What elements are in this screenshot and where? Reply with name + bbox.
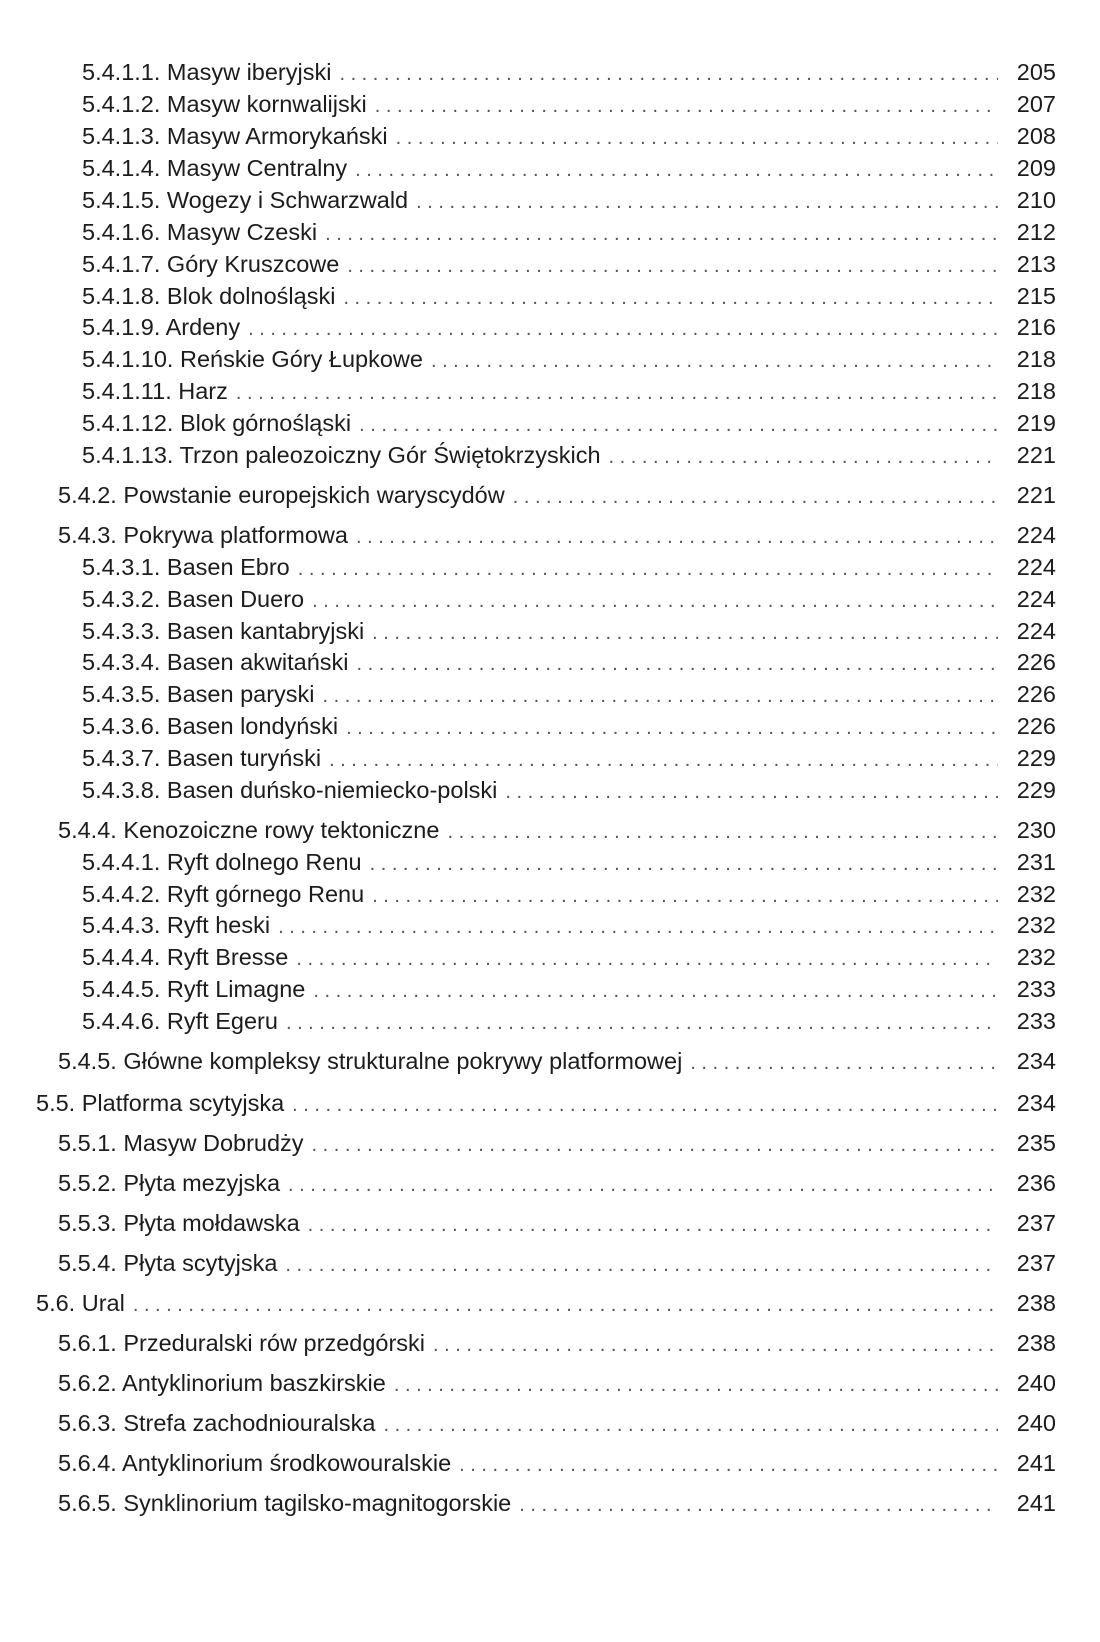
toc-entry [82,975,1100,1005]
toc-entry-page-number: 212 [1016,219,1056,245]
toc-entry [82,648,1100,678]
toc-entry [82,1007,1100,1037]
toc-entry-page-number: 207 [1016,91,1056,117]
toc-entry [82,58,1100,88]
toc-entry-title: 5.4.4.6. Ryft Egeru [82,1008,278,1034]
toc-entry [82,617,1100,647]
dot-leader [355,156,998,184]
toc-entry-title: 5.4.3.6. Basen londyński [82,713,339,739]
toc-entry-title: 5.4.3.3. Basen kantabryjski [82,618,365,644]
toc-entry-title: 5.4.3.1. Basen Ebro [82,554,290,580]
toc-entry-page-number: 232 [1016,912,1056,938]
toc-entry [58,521,1100,551]
toc-entry [82,441,1100,471]
toc-entry [58,1249,1100,1279]
dot-leader [356,523,998,551]
toc-entry-page-number: 233 [1016,976,1056,1002]
dot-leader [248,315,998,343]
toc-entry [82,250,1100,280]
toc-entry-title: 5.6.2. Antyklinorium baszkirskie [58,1370,386,1396]
toc-entry-title: 5.4.1.3. Masyw Armorykański [82,123,388,149]
toc-entry-page-number: 224 [1016,586,1056,612]
toc-entry-page-number: 219 [1016,410,1056,436]
toc-entry-page-number: 236 [1016,1170,1056,1196]
toc-entry-page-number: 224 [1016,554,1056,580]
dot-leader [372,882,998,910]
toc-entry-title: 5.4.1.7. Góry Kruszcowe [82,251,340,277]
toc-entry-title: 5.4.3.5. Basen paryski [82,681,315,707]
toc-entry [36,1289,1100,1319]
toc-entry-title: 5.6.1. Przeduralski rów przedgórski [58,1330,426,1356]
toc-entry [82,313,1100,343]
toc-entry-page-number: 224 [1016,618,1056,644]
toc-entry [58,1449,1100,1479]
toc-entry-title: 5.4.4.2. Ryft górnego Renu [82,881,365,907]
dot-leader [375,92,998,120]
toc-entry-page-number: 234 [1016,1090,1056,1116]
toc-entry-title: 5.5.2. Płyta mezyjska [58,1170,281,1196]
dot-leader [459,1451,998,1479]
dot-leader [431,347,998,375]
toc-entry-page-number: 209 [1016,155,1056,181]
dot-leader [396,124,998,152]
toc-entry [82,218,1100,248]
dot-leader [433,1331,998,1359]
toc-entry-title: 5.4.4. Kenozoiczne rowy tektoniczne [58,817,440,843]
toc-entry [58,1329,1100,1359]
toc-entry [82,744,1100,774]
toc-entry [58,1047,1100,1077]
dot-leader [298,555,998,583]
toc-entry-page-number: 231 [1016,849,1056,875]
toc-entry-page-number: 238 [1016,1330,1056,1356]
toc-entry [58,816,1100,846]
toc-entry-page-number: 218 [1016,346,1056,372]
toc-entry-page-number: 234 [1016,1048,1056,1074]
dot-leader [383,1411,998,1439]
dot-leader [312,1131,998,1159]
toc-entry-title: 5.4.1.5. Wogezy i Schwarzwald [82,187,409,213]
toc-entry-page-number: 215 [1016,283,1056,309]
toc-entry-title: 5.4.4.5. Ryft Limagne [82,976,306,1002]
dot-leader [359,411,998,439]
toc-entry-title: 5.4.1.2. Masyw kornwalijski [82,91,367,117]
toc-entry-title: 5.6.3. Strefa zachodniouralska [58,1410,376,1436]
toc-entry [58,1489,1100,1519]
toc-entry [58,1209,1100,1239]
toc-entry-page-number: 226 [1016,681,1056,707]
dot-leader [513,483,998,511]
toc-entry-title: 5.4.1.6. Masyw Czeski [82,219,318,245]
dot-leader [447,818,998,846]
toc-entry-page-number: 218 [1016,378,1056,404]
toc-entry-title: 5.4.3.8. Basen duńsko-niemiecko-polski [82,777,498,803]
dot-leader [236,379,998,407]
toc-entry-title: 5.5.3. Płyta mołdawska [58,1210,300,1236]
toc-entry [82,880,1100,910]
dot-leader [339,60,998,88]
toc-entry-title: 5.4.3.4. Basen akwitański [82,649,349,675]
dot-leader [313,977,998,1005]
toc-entry [82,585,1100,615]
toc-entry-page-number: 213 [1016,251,1056,277]
dot-leader [394,1371,998,1399]
toc-entry-title: 5.4.1.12. Blok górnośląski [82,410,352,436]
dot-leader [133,1291,998,1319]
toc-entry-title: 5.5.4. Płyta scytyjska [58,1250,278,1276]
toc-entry-title: 5.4.1.11. Harz [82,378,228,404]
toc-entry-page-number: 240 [1016,1410,1056,1436]
toc-entry [82,680,1100,710]
dot-leader [357,650,999,678]
toc-entry [82,776,1100,806]
dot-leader [278,913,998,941]
toc-entry [82,154,1100,184]
toc-entry-page-number: 226 [1016,649,1056,675]
toc-entry-page-number: 230 [1016,817,1056,843]
toc-entry [82,345,1100,375]
toc-entry-page-number: 232 [1016,944,1056,970]
dot-leader [370,850,998,878]
toc-entry-title: 5.4.5. Główne kompleksy strukturalne pokrywy platformowej [58,1048,683,1074]
toc-entry [58,1169,1100,1199]
toc-entry-page-number: 229 [1016,777,1056,803]
toc-entry-page-number: 208 [1016,123,1056,149]
toc-entry [82,377,1100,407]
dot-leader [286,1009,998,1037]
toc-entry-page-number: 240 [1016,1370,1056,1396]
dot-leader [609,443,998,471]
dot-leader [343,284,998,312]
toc-entry-page-number: 210 [1016,187,1056,213]
toc-entry [82,848,1100,878]
toc-entry [36,1089,1100,1119]
toc-entry-title: 5.4.4.3. Ryft heski [82,912,271,938]
dot-leader [308,1211,998,1239]
toc-entry-page-number: 237 [1016,1210,1056,1236]
dot-leader [323,682,998,710]
dot-leader [285,1251,998,1279]
toc-entry-page-number: 232 [1016,881,1056,907]
dot-leader [347,252,998,280]
toc-entry-page-number: 235 [1016,1130,1056,1156]
toc-entry-page-number: 216 [1016,314,1056,340]
toc-entry [82,282,1100,312]
toc-entry-title: 5.5.1. Masyw Dobrudży [58,1130,304,1156]
toc-entry-title: 5.4.1.13. Trzon paleozoiczny Gór Świętokrzyskich [82,442,601,468]
toc-entry [82,409,1100,439]
dot-leader [505,778,998,806]
toc-entry-title: 5.4.2. Powstanie europejskich waryscydów [58,482,505,508]
toc-entry [58,1409,1100,1439]
toc-entry-title: 5.4.1.10. Reńskie Góry Łupkowe [82,346,423,372]
toc-entry-title: 5.4.1.8. Blok dolnośląski [82,283,336,309]
toc-entry [82,186,1100,216]
dot-leader [416,188,998,216]
toc-entry [82,553,1100,583]
dot-leader [292,1091,998,1119]
toc-entry-page-number: 241 [1016,1490,1056,1516]
toc-entry-page-number: 205 [1016,59,1056,85]
dot-leader [690,1049,998,1077]
toc-entry-title: 5.4.1.1. Masyw iberyjski [82,59,332,85]
dot-leader [329,746,998,774]
toc-entry [82,712,1100,742]
toc-entry [82,90,1100,120]
toc-entry [58,1129,1100,1159]
toc-entry-page-number: 229 [1016,745,1056,771]
toc-entry-title: 5.5. Platforma scytyjska [36,1090,285,1116]
toc-entry-title: 5.4.1.4. Masyw Centralny [82,155,348,181]
dot-leader [312,587,998,615]
dot-leader [288,1171,998,1199]
dot-leader [346,714,998,742]
toc-entry [82,943,1100,973]
toc-entry-page-number: 224 [1016,522,1056,548]
toc-entry-title: 5.4.3.2. Basen Duero [82,586,305,612]
toc-entry-page-number: 226 [1016,713,1056,739]
toc-entry [82,911,1100,941]
toc-entry-title: 5.4.4.4. Ryft Bresse [82,944,289,970]
toc-entry [82,122,1100,152]
toc-entry-title: 5.6.5. Synklinorium tagilsko-magnitogorskie [58,1490,512,1516]
toc-entry-title: 5.6. Ural [36,1290,125,1316]
toc-entry-title: 5.4.4.1. Ryft dolnego Renu [82,849,362,875]
toc-entry-title: 5.4.3.7. Basen turyński [82,745,322,771]
toc-entry-title: 5.6.4. Antyklinorium środkowouralskie [58,1450,452,1476]
dot-leader [519,1491,998,1519]
toc-entry-page-number: 221 [1016,442,1056,468]
dot-leader [296,945,998,973]
dot-leader [325,220,998,248]
toc-entry [58,481,1100,511]
toc-entry-title: 5.4.1.9. Ardeny [82,314,241,340]
toc-entry-page-number: 221 [1016,482,1056,508]
toc-entry-page-number: 233 [1016,1008,1056,1034]
toc-entry-page-number: 238 [1016,1290,1056,1316]
toc-entry-page-number: 241 [1016,1450,1056,1476]
dot-leader [372,619,998,647]
toc-entry-page-number: 237 [1016,1250,1056,1276]
toc-entry [58,1369,1100,1399]
toc-entry-title: 5.4.3. Pokrywa platformowa [58,522,348,548]
